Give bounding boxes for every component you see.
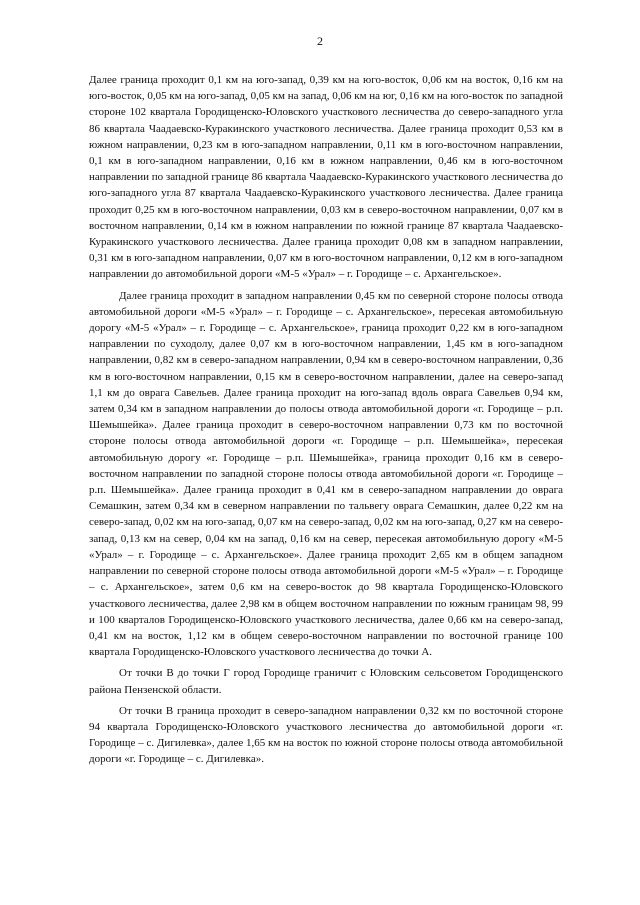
paragraph-4: От точки В граница проходит в северо-западном направлении 0,32 км по восточной стороне 94 квартала Городищенско-Юловского участкового лесничества до автомобильной дороги «г. Городище – с. Дигилевка», далее 1,65 км на восток по южной стороне полосы отвода автомобильной дороги «г. Городище – с. Дигилевка».: [89, 704, 563, 766]
document-body: [89, 72, 563, 768]
paragraph-2: Далее граница проходит в западном направлении 0,45 км по северной стороне полосы отвода автомобильной дороги «М-5 «Урал» – г. Городище – с. Архангельское», пересекая автомобильную дорогу «М-5 «Урал» – г. Городище – с. Архангельское», граница проходит 0,22 км в юго-западном направлении по суходолу, далее 0,07 км в юго-восточном направлении, 1,45 км в юго-западном направлении, 0,82 км в северо-западном направлении, 0,94 км в северо-восточном направлении, 0,36 км в юго-восточном направлении, 0,15 км в северо-восточном направлении, далее на северо-запад 1,1 км до оврага Савельев. Далее граница проходит на юго-запад вдоль оврага Савельев 0,94 км, затем 0,34 км в западном направлении до полосы отвода автомобильной дороги «г. Городище – р.п. Шемышейка». Далее граница проходит в северо-восточном направлении 0,73 км по восточной стороне полосы отвода автомобильной дороги «г. Городище – р.п. Шемышейка», пересекая автомобильную дорогу «г. Городище – р.п. Шемышейка», граница проходит 0,16 км в северо-восточном направлении по западной стороне полосы отвода автомобильной дороги «г. Городище – р.п. Шемышейка». Далее граница проходит в 0,41 км в северо-западном направлении до оврага Семашкин, затем 0,34 км в северном направлении по тальвегу оврага Семашкин, далее 0,22 км на северо-запад, 0,02 км на юго-запад, 0,07 км на северо-запад, 0,02 км на юго-запад, 0,27 км на северо-запад, 0,13 км на север, 0,04 км на запад, 0,16 км на север, пересекая автомобильную дорогу «М-5 «Урал» – г. Городище – с. Архангельское». Далее граница проходит 2,65 км в общем западном направлении по северной стороне полосы отвода автомобильной дороги «М-5 «Урал» – г. Городище – с. Архангельское», затем 0,6 км на северо-восток до 98 квартала Городищенско-Юловского участкового лесничества, далее 2,98 км в общем восточном направлении по южным границам 98, 99 и 100 кварталов Городищенско-Юловского участкового лесничества, далее 0,66 км на северо-запад, 0,41 км на восток, 1,12 км в общем северо-восточном направлении по восточной границе 100 квартала Городищенско-Юловского участкового лесничества до точки А.: [89, 289, 563, 659]
paragraph-1: Далее граница проходит 0,1 км на юго-запад, 0,39 км на юго-восток, 0,06 км на восток, 0,16 км на юго-восток, 0,05 км на юго-запад, 0,05 км на запад, 0,06 км на юг, 0,16 км на юго-восток по западной стороне 102 квартала Городищенско-Юловского участкового лесничества до северо-западного угла 86 квартала Чаадаевско-Куракинского участкового лесничества. Далее граница проходит 0,53 км в южном направлении, 0,23 км в юго-западном направлении, 0,11 км в юго-восточном направлении, 0,1 км в юго-западном направлении, 0,16 км в южном направлении, 0,46 км в юго-восточном направлении по западной границе 86 квартала Чаадаевско-Куракинского участкового лесничества до юго-западного угла 87 квартала Чаадаевско-Куракинского участкового лесничества. Далее граница проходит 0,25 км в юго-восточном направлении, 0,03 км в северо-восточном направлении, 0,07 км в восточном направлении, 0,14 км в южном направлении по южной границе 87 квартала Чаадаевско-Куракинского участкового лесничества. Далее граница проходит 0,08 км в западном направлении, 0,31 км в юго-западном направлении, 0,07 км в юго-восточном направлении, 0,12 км в юго-западном направлении до автомобильной дороги «М-5 «Урал» – г. Городище – с. Архангельское».: [89, 74, 563, 281]
paragraph-3: От точки В до точки Г город Городище граничит с Юловским сельсоветом Городищенского района Пензенской области.: [89, 667, 563, 696]
page-number: 2: [317, 34, 323, 48]
